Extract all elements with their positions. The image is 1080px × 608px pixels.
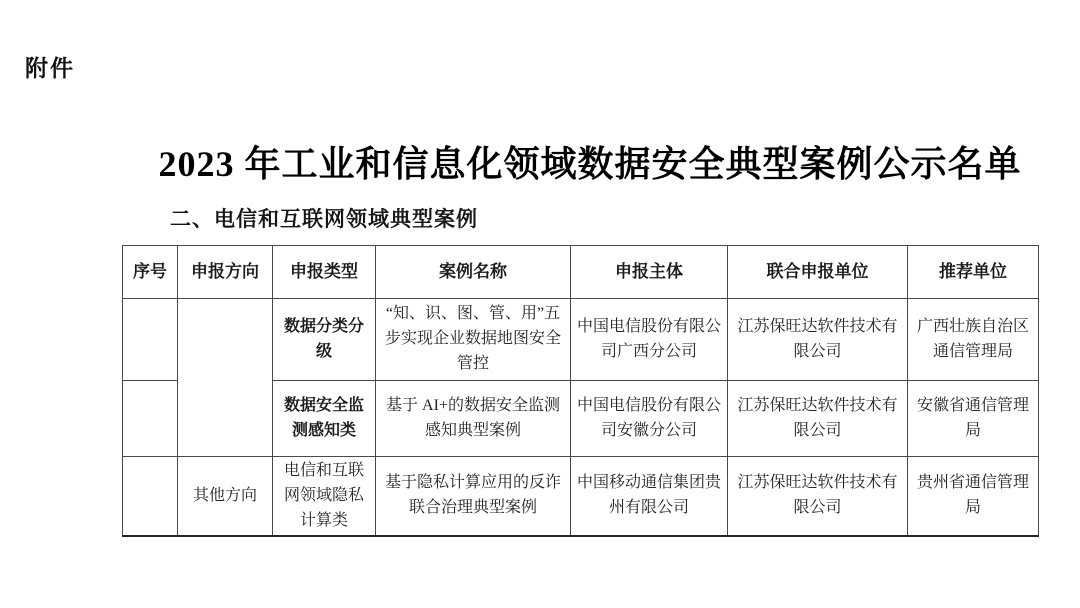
cell-joint-applicant: 江苏保旺达软件技术有限公司 [728, 381, 908, 457]
cell-recommender: 安徽省通信管理局 [908, 381, 1039, 457]
header-applicant: 申报主体 [571, 246, 728, 299]
cell-type: 电信和互联网领域隐私计算类 [273, 457, 376, 537]
cell-applicant: 中国移动通信集团贵州有限公司 [571, 457, 728, 537]
header-joint-applicant: 联合申报单位 [728, 246, 908, 299]
attachment-label: 附件 [25, 55, 75, 81]
header-seq: 序号 [123, 246, 178, 299]
cell-type: 数据分类分级 [273, 299, 376, 381]
cell-seq [123, 299, 178, 381]
section-heading: 二、电信和互联网领域典型案例 [170, 208, 478, 231]
cell-recommender: 广西壮族自治区通信管理局 [908, 299, 1039, 381]
cell-type: 数据安全监测感知类 [273, 381, 376, 457]
cell-case-name: “知、识、图、管、用”五步实现企业数据地图安全管控 [376, 299, 571, 381]
page-title: 2023 年工业和信息化领域数据安全典型案例公示名单 [158, 144, 1022, 185]
cell-direction-merged [178, 299, 273, 457]
header-case-name: 案例名称 [376, 246, 571, 299]
cell-case-name: 基于 AI+的数据安全监测感知典型案例 [376, 381, 571, 457]
header-recommender: 推荐单位 [908, 246, 1039, 299]
cell-direction: 其他方向 [178, 457, 273, 537]
cell-case-name: 基于隐私计算应用的反诈联合治理典型案例 [376, 457, 571, 537]
cell-joint-applicant: 江苏保旺达软件技术有限公司 [728, 299, 908, 381]
cell-seq [123, 381, 178, 457]
table-header-row [123, 246, 1039, 299]
table-row [123, 299, 1039, 381]
header-direction: 申报方向 [178, 246, 273, 299]
table-row [123, 457, 1039, 537]
cell-recommender: 贵州省通信管理局 [908, 457, 1039, 537]
header-type: 申报类型 [273, 246, 376, 299]
cell-applicant: 中国电信股份有限公司广西分公司 [571, 299, 728, 381]
cases-table [122, 245, 1039, 537]
cell-seq [123, 457, 178, 537]
cell-joint-applicant: 江苏保旺达软件技术有限公司 [728, 457, 908, 537]
cell-applicant: 中国电信股份有限公司安徽分公司 [571, 381, 728, 457]
